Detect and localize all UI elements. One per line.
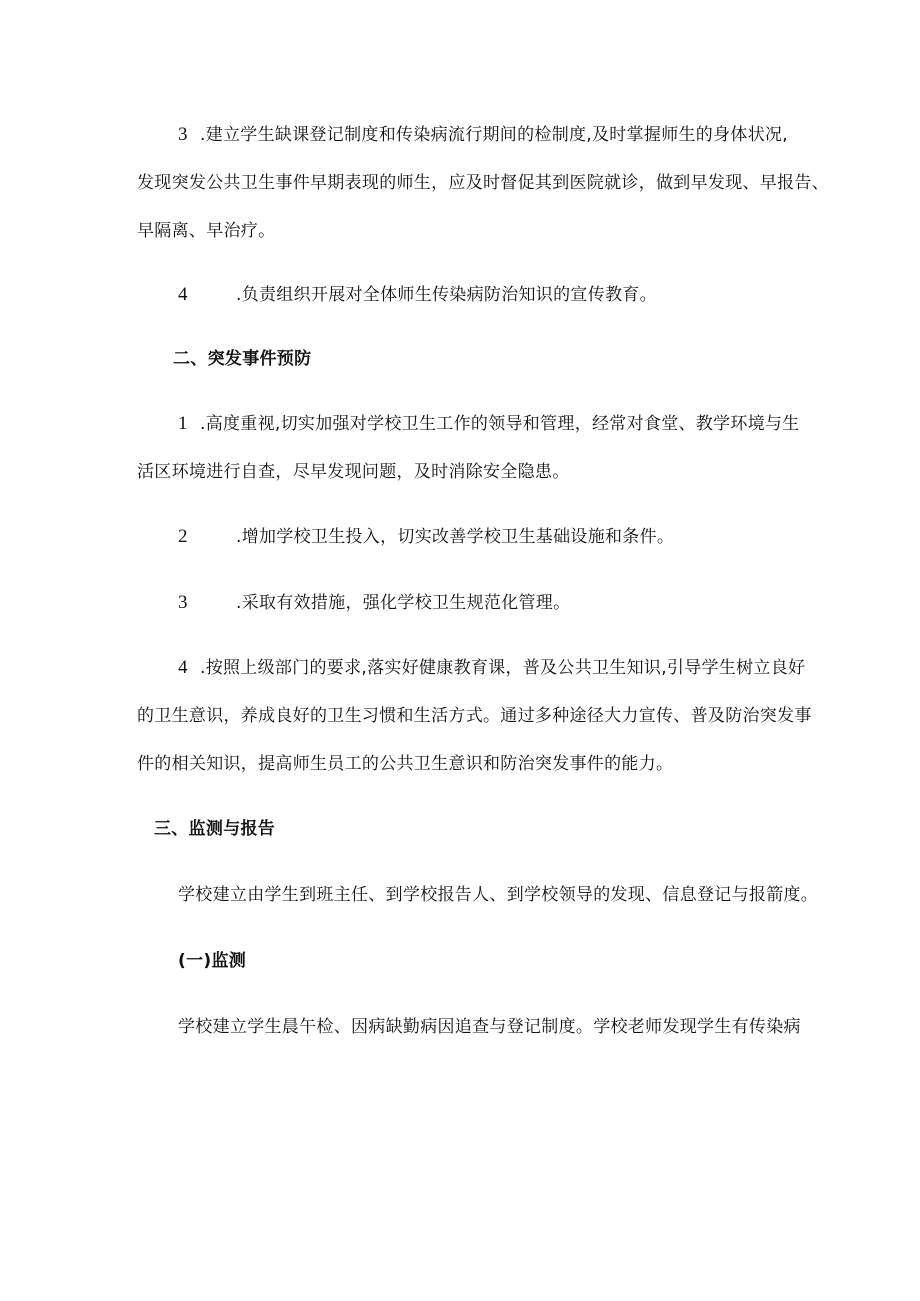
paragraph-line: .采取有效措施，强化学校卫生规范化管理。 <box>236 593 571 613</box>
paragraph-line: .负责组织开展对全体师生传染病防治知识的宣传教育。 <box>236 285 657 305</box>
paragraph-line: .按照上级部门的要求,落实好健康教育课，普及公共卫生知识,引导学生树立良好 <box>200 658 806 678</box>
paragraph-line: 活区环境进行自查，尽早发现问题，及时消除安全隐患。 <box>137 462 570 482</box>
paragraph-line: .增加学校卫生投入，切实改善学校卫生基础设施和条件。 <box>236 527 675 547</box>
item-number: 4 <box>178 284 188 305</box>
paragraph-line: 发现突发公共卫生事件早期表现的师生，应及时督促其到医院就诊，做到早发现、早报告、 <box>137 173 829 193</box>
paragraph-line: 的卫生意识，养成良好的卫生习惯和生活方式。通过多种途径大力宣传、普及防治突发事 <box>137 706 812 726</box>
paragraph-line: 学校建立学生晨午检、因病缺勤病因追查与登记制度。学校老师发现学生有传染病 <box>178 1017 801 1037</box>
paragraph-line: .高度重视,切实加强对学校卫生工作的领导和管理，经常对食堂、教学环境与生 <box>200 414 800 434</box>
paragraph-line: 学校建立由学生到班主任、到学校报告人、到学校领导的发现、信息登记与报箭度。 <box>178 885 819 905</box>
item-number: 2 <box>178 526 188 547</box>
section-heading: 二、突发事件预防 <box>173 349 312 369</box>
paragraph-line: .建立学生缺课登记制度和传染病流行期间的检制度,及时掌握师生的身体状况, <box>200 125 789 145</box>
item-number: 3 <box>178 124 188 145</box>
section-heading: 三、监测与报告 <box>154 819 276 839</box>
paragraph-line: 早隔离、早治疗。 <box>137 221 276 241</box>
item-number: 4 <box>178 657 188 678</box>
item-number: 3 <box>178 592 188 613</box>
paragraph-line: 件的相关知识，提高师生员工的公共卫生意识和防治突发事件的能力。 <box>137 754 674 774</box>
item-number: 1 <box>178 413 188 434</box>
subsection-heading: (一)监测 <box>178 951 247 971</box>
